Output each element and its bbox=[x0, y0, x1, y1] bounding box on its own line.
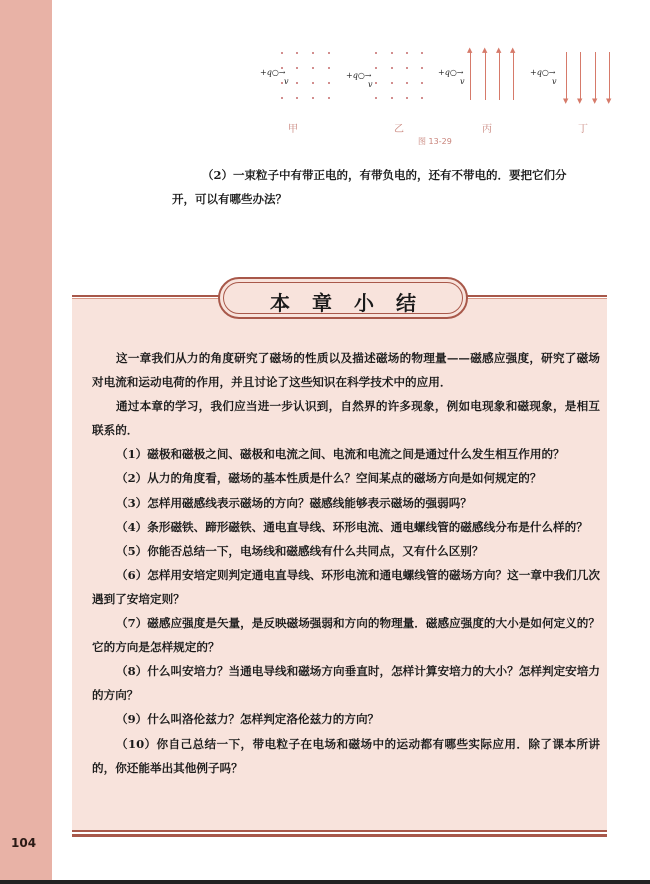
figure-panel-yi bbox=[340, 30, 440, 140]
charge-label: +q○→ bbox=[260, 68, 286, 77]
arrow-up-icon: ▲ bbox=[510, 46, 516, 54]
field-line-up bbox=[499, 52, 500, 100]
summary-bottom-rule bbox=[72, 830, 607, 832]
review-question-2: （2）从力的角度看，磁场的基本性质是什么？空间某点的磁场方向是如何规定的？ bbox=[116, 471, 542, 486]
figure-caption: 图 13-29 bbox=[418, 137, 452, 146]
arrow-down-icon: ▼ bbox=[606, 97, 612, 105]
charge-label: +q○→ bbox=[346, 71, 372, 80]
review-question-8: （8）什么叫安培力？当通电导线和磁场方向垂直时，怎样计算安培力的大小？怎样判定安培力的方向？ bbox=[92, 664, 600, 703]
scan-bottom-edge bbox=[0, 880, 650, 884]
figure-panel-jia bbox=[240, 30, 340, 140]
field-line-down bbox=[595, 52, 596, 100]
review-question-3: （3）怎样用磁感线表示磁场的方向？磁感线能够表示磁场的强弱吗？ bbox=[116, 495, 472, 510]
page-number: 104 bbox=[11, 836, 37, 850]
panel-label-yi: 乙 bbox=[394, 124, 404, 135]
arrow-up-icon: ▲ bbox=[496, 46, 502, 54]
panel-label-jia: 甲 bbox=[288, 124, 298, 135]
question-line-1: （2）一束粒子中有带正电的，有带负电的，还有不带电的．要把它们分 bbox=[202, 168, 567, 182]
review-question-1: （1）磁极和磁极之间、磁极和电流之间、电流和电流之间是通过什么发生相互作用的？ bbox=[116, 447, 565, 462]
field-line-down bbox=[566, 52, 567, 100]
arrow-down-icon: ▼ bbox=[592, 97, 598, 105]
question-2 bbox=[172, 163, 612, 206]
charge-label: +q○→ bbox=[530, 68, 556, 77]
arrow-up-icon: ▲ bbox=[482, 46, 488, 54]
arrow-down-icon: ▼ bbox=[577, 97, 583, 105]
review-question-10: （10）你自己总结一下，带电粒子在电场和磁场中的运动都有哪些实际应用．除了课本所讲的，你还能举出其他例子吗？ bbox=[92, 736, 600, 775]
velocity-label: v bbox=[460, 77, 465, 86]
figure-panel-bing bbox=[438, 30, 528, 140]
question-line-2: 开，可以有哪些办法？ bbox=[172, 192, 287, 206]
summary-paragraph: 通过本章的学习，我们应当进一步认识到，自然界的许多现象，例如电现象和磁现象，是相互联系的． bbox=[92, 399, 600, 438]
field-line-up bbox=[485, 52, 486, 100]
review-question-6: （6）怎样用安培定则判定通电直导线、环形电流和通电螺线管的磁场方向？这一章中我们几次遇到了安培定则？ bbox=[92, 567, 600, 606]
field-line-up bbox=[470, 52, 471, 100]
field-line-down bbox=[609, 52, 610, 100]
page-margin-strip bbox=[0, 0, 52, 884]
summary-title: 本章小结 bbox=[270, 291, 438, 315]
review-question-5: （5）你能否总结一下，电场线和磁感线有什么共同点，又有什么区别？ bbox=[116, 543, 484, 558]
summary-body bbox=[92, 346, 600, 780]
charge-label: +q○→ bbox=[438, 68, 464, 77]
field-line-up bbox=[513, 52, 514, 100]
summary-bottom-rule-thick bbox=[72, 834, 607, 837]
arrow-down-icon: ▼ bbox=[563, 97, 569, 105]
velocity-label: v bbox=[368, 80, 373, 89]
review-question-7: （7）磁感应强度是矢量，是反映磁场强弱和方向的物理量．磁感应强度的大小是如何定义的？它的方向是怎样规定的？ bbox=[92, 616, 600, 655]
field-line-down bbox=[580, 52, 581, 100]
summary-paragraph: 这一章我们从力的角度研究了磁场的性质以及描述磁场的物理量——磁感应强度，研究了磁场对电流和运动电荷的作用，并且讨论了这些知识在科学技术中的应用． bbox=[92, 351, 600, 390]
panel-label-ding: 丁 bbox=[578, 124, 588, 135]
review-question-9: （9）什么叫洛伦兹力？怎样判定洛伦兹力的方向？ bbox=[116, 712, 380, 727]
panel-label-bing: 丙 bbox=[482, 124, 492, 135]
figure-panel-ding bbox=[530, 30, 620, 140]
summary-title-banner bbox=[218, 277, 468, 319]
review-question-4: （4）条形磁铁、蹄形磁铁、通电直导线、环形电流、通电螺线管的磁感线分布是什么样的？ bbox=[116, 519, 588, 534]
figure-13-29 bbox=[240, 30, 620, 160]
velocity-label: v bbox=[284, 77, 289, 86]
velocity-label: v bbox=[552, 77, 557, 86]
arrow-up-icon: ▲ bbox=[467, 46, 473, 54]
